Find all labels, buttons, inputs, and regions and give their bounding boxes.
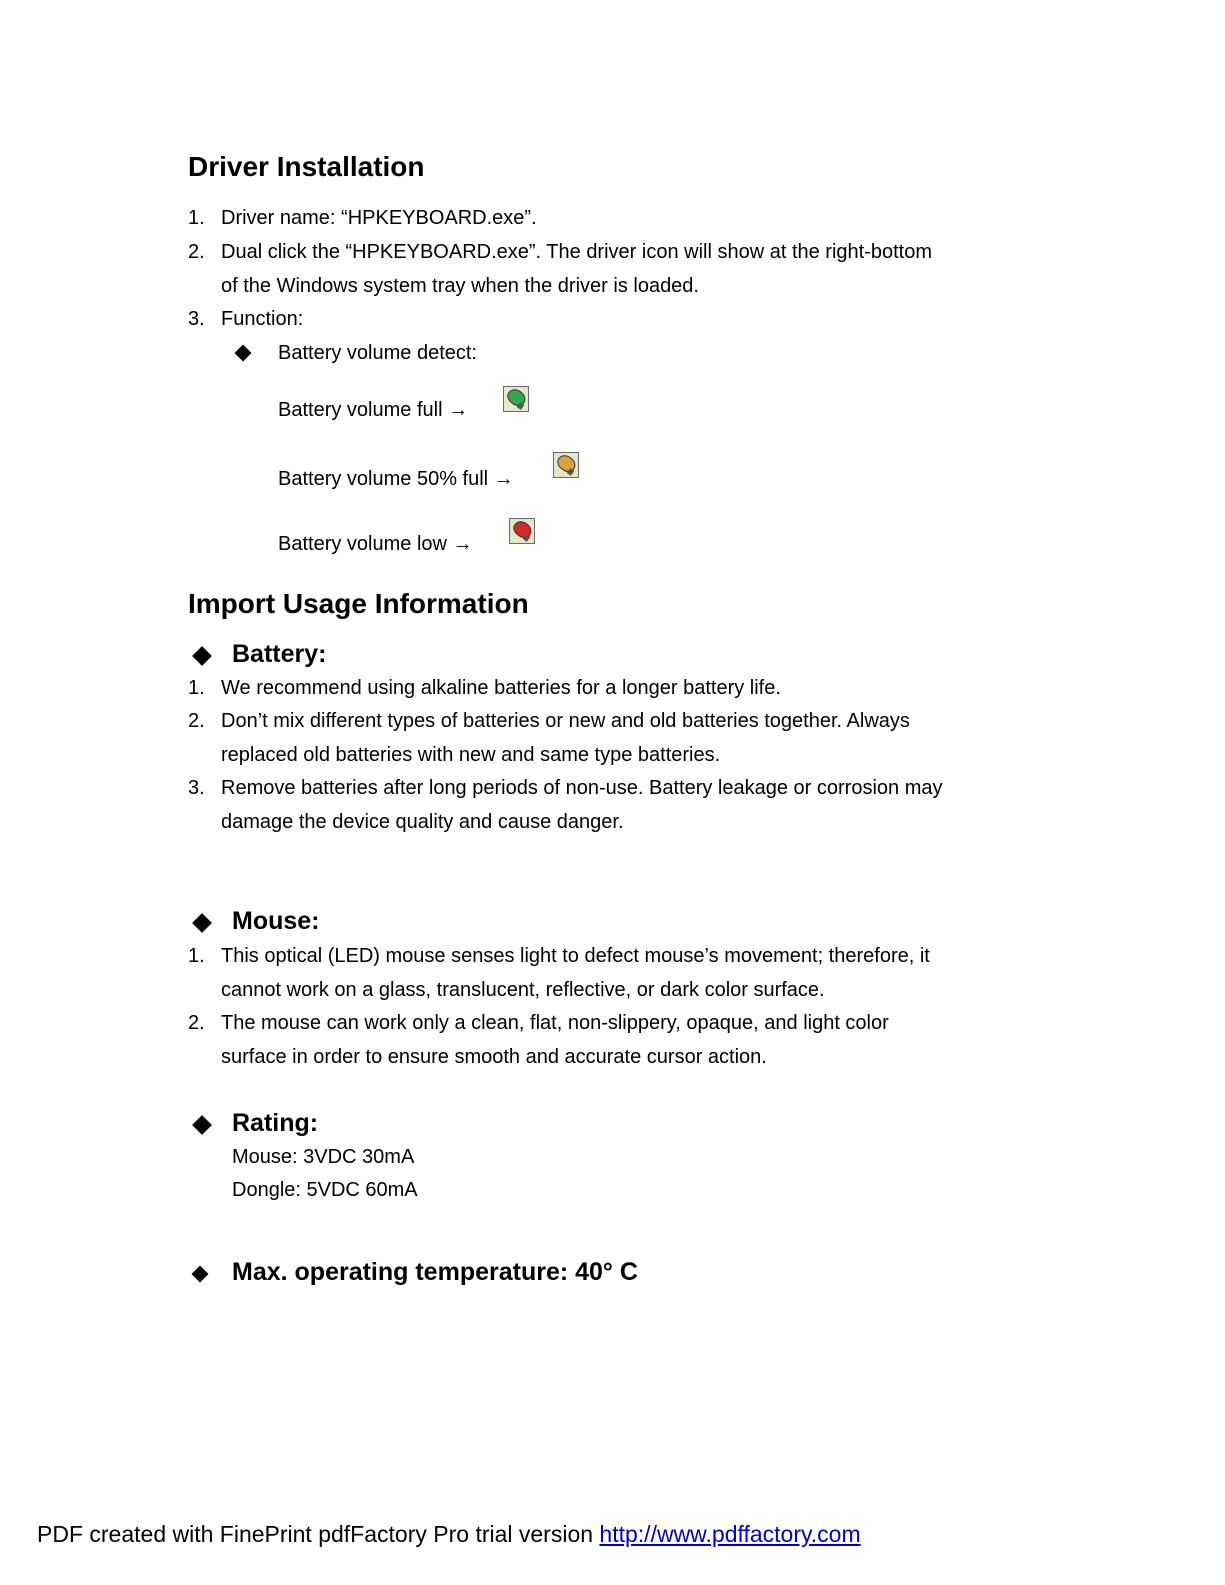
list-item-text: This optical (LED) mouse senses light to defect mouse’s movement; therefore, it [221,945,930,967]
list-item-text: Driver name: “HPKEYBOARD.exe”. [221,207,537,229]
usage-heading: Import Usage Information [188,588,529,619]
list-item-text: surface in order to ensure smooth and accurate cursor action. [221,1046,767,1068]
list-number: 2. [188,1012,205,1034]
driver-installation-heading: Driver Installation [188,151,425,182]
battery-section-title: Battery: [232,640,327,668]
list-item-text: Function: [221,308,304,330]
battery-half-label: Battery volume 50% full → [278,468,514,490]
list-item-text: replaced old batteries with new and same type batteries. [221,744,721,766]
list-number: 2. [188,710,205,732]
bullet-diamond-icon [192,913,212,933]
list-number: 1. [188,677,205,699]
list-number: 2. [188,241,205,263]
list-item-text: cannot work on a glass, translucent, reflective, or dark color surface. [221,979,825,1001]
rating-mouse: Mouse: 3VDC 30mA [232,1146,415,1168]
function-bullet-text: Battery volume detect: [278,342,477,364]
list-item-text: The mouse can work only a clean, flat, non-slippery, opaque, and light color [221,1012,889,1034]
bullet-diamond-icon [192,646,212,666]
list-item-text: Don’t mix different types of batteries or new and old batteries together. Always [221,710,910,732]
rating-section-title: Rating: [232,1109,319,1137]
footer-link[interactable]: http://www.pdffactory.com [599,1521,861,1547]
list-item-text: damage the device quality and cause danger. [221,811,624,833]
list-number: 3. [188,308,205,330]
list-item-text: of the Windows system tray when the driver is loaded. [221,275,699,297]
battery-low-label: Battery volume low → [278,533,473,555]
list-item-text: Dual click the “HPKEYBOARD.exe”. The driver icon will show at the right-bottom [221,241,933,263]
bullet-diamond-icon [192,1266,209,1283]
bullet-diamond-icon [235,345,252,362]
list-number: 3. [188,777,205,799]
battery-full-icon [503,386,529,412]
bullet-diamond-icon [192,1115,212,1135]
list-number: 1. [188,207,205,229]
list-item-text: We recommend using alkaline batteries for a longer battery life. [221,677,781,699]
list-item-text: Remove batteries after long periods of non-use. Battery leakage or corrosion may [221,777,943,799]
list-number: 1. [188,945,205,967]
battery-half-icon [553,452,579,478]
rating-dongle: Dongle: 5VDC 60mA [232,1179,418,1201]
pdf-footer [37,1521,861,1548]
max-temperature: Max. operating temperature: 40° C [232,1258,638,1286]
mouse-section-title: Mouse: [232,907,320,935]
footer-text: PDF created with FinePrint pdfFactory Pro trial version [37,1521,600,1547]
battery-full-label: Battery volume full → [278,399,469,421]
battery-low-icon [509,518,535,544]
